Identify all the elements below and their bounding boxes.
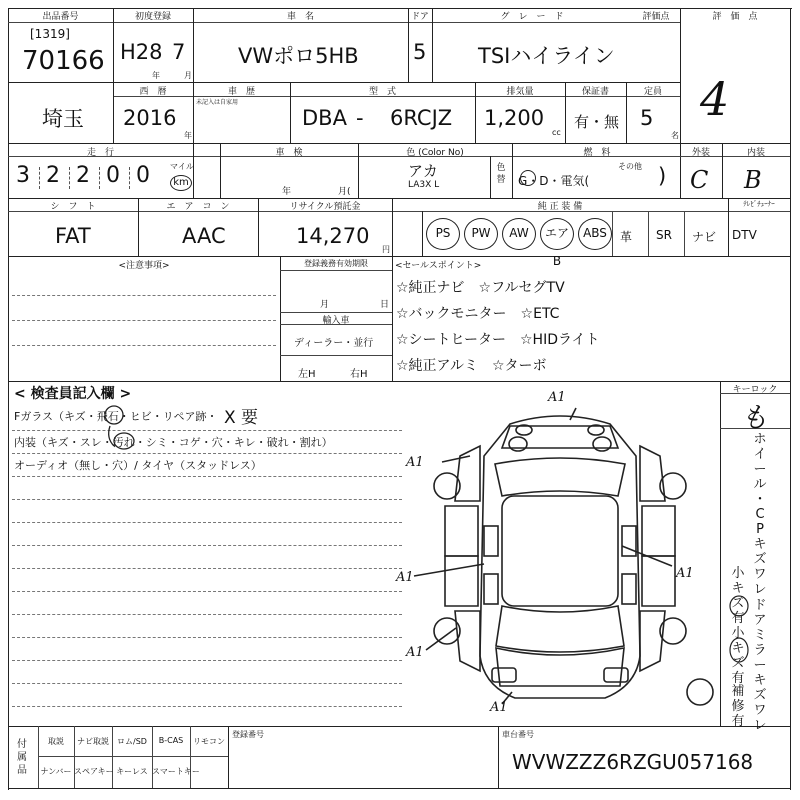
- side-note-char: 小: [731, 566, 745, 581]
- inspection-label: 車 検: [275, 148, 303, 158]
- damage-mark: A1: [548, 390, 566, 405]
- mileage-unit-mile: マイル: [170, 162, 194, 171]
- model-year: 2016: [123, 106, 177, 130]
- side-note-char: C: [755, 507, 765, 522]
- recolor-label: 色替: [496, 163, 506, 185]
- damage-mark: A1: [490, 700, 508, 715]
- sales-point: ☆純正ナビ ☆フルセグTV: [396, 280, 565, 296]
- audio-tire-line: オーディオ（無し・穴）/ タイヤ（スタッドレス）: [14, 459, 262, 472]
- side-note-char: ド: [753, 598, 767, 613]
- equipment-item: DTV: [732, 228, 757, 242]
- inspection-year-unit: 年: [282, 187, 292, 197]
- damage-mark: A1: [406, 455, 424, 470]
- damage-mark: A1: [676, 566, 694, 581]
- side-note-char: キ: [753, 673, 767, 688]
- color-label: 色 (Color No): [406, 148, 464, 158]
- windshield-handwritten: X 要: [224, 408, 259, 428]
- accessory-item: スペアキー: [74, 767, 114, 776]
- ac-label: エ ア コ ン: [166, 202, 230, 212]
- side-note-char: 小: [731, 626, 745, 641]
- side-note-char: レ: [753, 718, 767, 733]
- fuel-other: その他: [618, 162, 642, 171]
- windshield-line: Fガラス（キズ・飛石・ヒビ・リペア跡・: [14, 410, 218, 423]
- exterior-label: 外装: [691, 148, 710, 158]
- displacement-label: 排気量: [506, 87, 534, 97]
- side-note-char: ア: [753, 613, 767, 628]
- lot-label: 出品番号: [42, 12, 79, 22]
- side-note-char: ー: [753, 462, 767, 477]
- sales-point: ☆バックモニター ☆ETC: [396, 306, 560, 322]
- interior-grade: B: [744, 166, 762, 194]
- side-note-char: ・: [753, 492, 767, 507]
- fuel-label: 燃 料: [583, 148, 611, 158]
- reg-expiry-day: 日: [380, 300, 390, 310]
- equipment-circled: PS: [426, 218, 460, 250]
- equipment-item: SR: [656, 228, 672, 242]
- model-prefix: DBA: [302, 106, 347, 130]
- evaluation-score: 4: [700, 72, 730, 126]
- car-name: VWポロ5HB: [238, 44, 359, 68]
- side-note-char: ズ: [731, 596, 745, 611]
- accessory-item: ナンバー: [40, 767, 72, 776]
- warranty: 有・無: [574, 113, 620, 131]
- side-note-char: ラ: [753, 643, 767, 658]
- equipment-circled: エアB: [540, 218, 574, 250]
- mileage-digit: 3: [16, 163, 30, 188]
- equipment-item: 革: [620, 230, 633, 244]
- fuel: G・D・電気(: [518, 174, 590, 188]
- side-note-char: 有: [731, 611, 745, 626]
- sales-point: ☆純正アルミ ☆ターボ: [396, 358, 547, 374]
- displacement-unit: cc: [552, 128, 561, 137]
- handle-right: 右H: [350, 369, 368, 380]
- mileage-separator: [129, 167, 130, 189]
- mileage-digit: 2: [76, 163, 90, 188]
- damage-mark: A1: [396, 570, 414, 585]
- handwritten-circles: [96, 404, 146, 464]
- side-note-char: ズ: [731, 656, 745, 671]
- side-note-char: ー: [753, 658, 767, 673]
- shift-label: シ フ ト: [50, 202, 96, 212]
- accessory-item: スマートキー: [152, 767, 200, 776]
- side-note-char: ワ: [753, 567, 767, 582]
- air-conditioner: AAC: [182, 224, 226, 248]
- first-reg-era: H28: [120, 40, 163, 64]
- reg-expiry-label: 登録義務有効期限: [304, 259, 368, 268]
- first-reg-month: 7: [172, 40, 186, 64]
- warranty-label: 保証書: [581, 87, 609, 97]
- mileage-digit: 0: [136, 163, 150, 188]
- model-year-unit: 年: [184, 131, 192, 140]
- side-note-char: 有: [731, 671, 745, 686]
- mileage-digit: 0: [106, 163, 120, 188]
- accessory-item: リモコン: [193, 737, 225, 746]
- region: 埼玉: [42, 107, 84, 131]
- equipment-item: ナビ: [692, 230, 717, 244]
- model-dash: -: [356, 106, 364, 130]
- side-note-char: 補: [731, 684, 745, 699]
- keylock-label: キーロック: [732, 385, 778, 395]
- side-note-char: ワ: [753, 703, 767, 718]
- fuel-gasoline-circle: [520, 170, 536, 186]
- chassis-label: 車台番号: [502, 730, 534, 739]
- equipment-circled: ABS: [578, 218, 612, 250]
- inspector-title: < 検査員記入欄 >: [14, 386, 132, 402]
- interior-label: 内装: [746, 148, 765, 158]
- interior-line: 内装（キズ・スレ・汚れ・シミ・コゲ・穴・キレ・破れ・割れ）: [14, 436, 333, 449]
- doors-label: ドア: [411, 12, 429, 22]
- side-note-char: レ: [753, 582, 767, 597]
- color-code: LA3X L: [408, 180, 440, 190]
- equipment-circled: AW: [502, 218, 536, 250]
- chassis-number: WVWZZZ6RZGU057168: [512, 750, 754, 774]
- displacement: 1,200: [484, 106, 545, 130]
- side-note-char: ホ: [753, 432, 767, 447]
- equipment-circled: PW: [464, 218, 498, 250]
- vehicle-damage-diagram: [400, 386, 720, 724]
- exterior-grade: C: [690, 166, 709, 194]
- side-note-char: 修: [731, 699, 745, 714]
- accessory-item: B-CAS: [158, 736, 184, 745]
- sales-point: ☆シートヒーター ☆HIDライト: [396, 332, 600, 348]
- doors: 5: [413, 40, 427, 64]
- handle-left: 左H: [298, 369, 316, 380]
- dealer-parallel: ディーラー・並行: [294, 338, 374, 349]
- accessory-item: キーレス: [116, 767, 148, 776]
- extras-label: 付属品: [17, 739, 27, 776]
- side-note-char: ズ: [753, 688, 767, 703]
- equipment-divider: [612, 211, 613, 256]
- side-note-char: P: [756, 522, 764, 537]
- accessory-item: 取説: [48, 737, 64, 746]
- capacity-label: 定員: [643, 87, 662, 97]
- reg-number-label: 登録番号: [232, 730, 264, 739]
- accessory-item: ロム/SD: [117, 737, 147, 746]
- recycle-deposit: 14,270: [296, 224, 370, 248]
- grade: TSIハイライン: [478, 44, 615, 68]
- sales-points-label: <セールスポイント>: [395, 261, 482, 271]
- side-note-char: キ: [731, 641, 745, 656]
- recycle-label: リサイクル預託金: [289, 202, 361, 212]
- price-label: 評 価 点: [712, 12, 758, 22]
- mileage-separator: [39, 167, 40, 189]
- capacity-unit: 名: [671, 131, 679, 140]
- side-note-char: ル: [753, 477, 767, 492]
- year-label: 西 暦: [139, 87, 167, 97]
- mileage-separator: [69, 167, 70, 189]
- shift: FAT: [55, 224, 91, 248]
- mileage-unit-km: km: [170, 175, 192, 191]
- grade-label: グ レ ー ド: [500, 12, 564, 22]
- inspection-month-unit: 月(: [338, 187, 351, 197]
- reg-expiry-month: 月: [320, 300, 330, 310]
- mileage-digit: 2: [46, 163, 60, 188]
- side-note-char: ミ: [753, 628, 767, 643]
- side-note-char: イ: [753, 447, 767, 462]
- keylock-value: も: [740, 401, 769, 434]
- accessory-item: ナビ取説: [77, 737, 109, 746]
- side-note-char: 有: [731, 714, 745, 729]
- side-note-char: キ: [731, 581, 745, 596]
- mileage-label: 走 行: [86, 148, 114, 158]
- model-label: 型 式: [368, 87, 396, 97]
- color: アカ: [408, 162, 438, 180]
- first-reg-month-unit: 月: [184, 71, 192, 80]
- model-code: 6RCJZ: [390, 106, 453, 130]
- equipment-divider: [648, 211, 649, 256]
- import-label: 輸入車: [322, 316, 350, 326]
- mileage-separator: [99, 167, 100, 189]
- side-note-char: キ: [753, 537, 767, 552]
- history-note: 未記入は自家用: [196, 99, 239, 106]
- damage-mark: A1: [406, 645, 424, 660]
- lot-sub-number: [1319]: [30, 27, 70, 41]
- first-reg-label: 初度登録: [134, 12, 171, 22]
- car-name-label: 車 名: [286, 12, 314, 22]
- side-circles: [722, 594, 790, 674]
- equipment-label: 純 正 装 備: [537, 202, 583, 212]
- capacity: 5: [640, 106, 654, 130]
- equipment-divider: [684, 211, 685, 256]
- history-label: 車 歴: [227, 87, 255, 97]
- first-reg-year-unit: 年: [152, 71, 160, 80]
- side-note-char: ズ: [753, 552, 767, 567]
- recycle-unit: 円: [382, 245, 390, 254]
- score-label: 評価点: [642, 12, 670, 22]
- caution-label: <注意事項>: [118, 261, 170, 271]
- lot-number: 70166: [22, 46, 105, 76]
- tv-tuner-label: ﾃﾚﾋﾞﾁｭｰﾅｰ: [743, 200, 775, 208]
